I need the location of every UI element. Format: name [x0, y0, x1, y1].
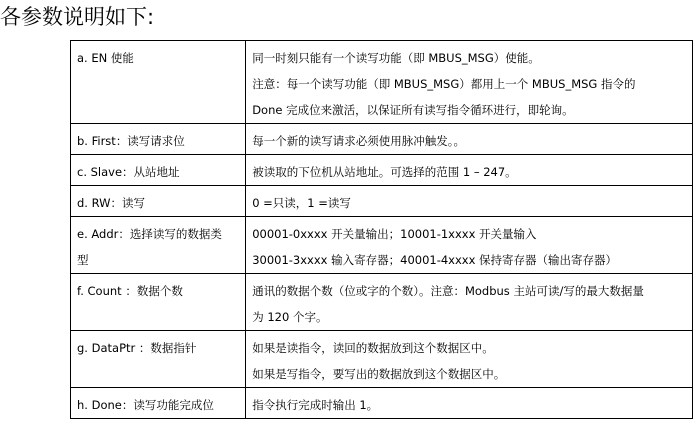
param-desc-line: 0 =只读，1 =读写 — [252, 196, 351, 210]
table-row — [71, 41, 693, 124]
param-desc-cell — [246, 186, 693, 217]
param-name-cell — [71, 274, 246, 331]
param-desc-cell — [246, 331, 693, 388]
parameter-table — [70, 40, 693, 419]
param-name: 型 — [77, 253, 89, 267]
param-desc-line: Done 完成位来激活，以保证所有读写指令循环进行，即轮询。 — [252, 103, 574, 117]
param-name-cell — [71, 388, 246, 419]
param-name-cell — [71, 155, 246, 186]
param-name-cell — [71, 186, 246, 217]
param-name: g. DataPtr ：数据指针 — [77, 341, 197, 355]
table-row — [71, 274, 693, 331]
param-desc-line: 同一时刻只能有一个读写功能（即 MBUS_MSG）使能。 — [252, 51, 540, 65]
table-row — [71, 124, 693, 155]
table-row — [71, 155, 693, 186]
param-desc-line: 如果是写指令，要写出的数据放到这个数据区中。 — [252, 367, 506, 381]
param-desc-cell — [246, 388, 693, 419]
param-desc-cell — [246, 217, 693, 274]
param-name: c. Slave：从站地址 — [77, 165, 180, 179]
param-desc-line: 注意：每一个读写功能（即 MBUS_MSG）都用上一个 MBUS_MSG 指令的 — [252, 77, 636, 91]
page-heading: 各参数说明如下: — [0, 5, 155, 29]
param-desc-line: 30001-3xxxx 输入寄存器；40001-4xxxx 保持寄存器（输出寄存器） — [252, 253, 618, 267]
param-name: a. EN 使能 — [77, 51, 134, 65]
param-name: f. Count ：数据个数 — [77, 284, 183, 298]
table-row — [71, 388, 693, 419]
param-desc-line: 指令执行完成时输出 1。 — [252, 398, 379, 412]
param-name: b. First：读写请求位 — [77, 134, 185, 148]
param-desc-line: 如果是读指令，读回的数据放到这个数据区中。 — [252, 341, 494, 355]
param-name: e. Addr：选择读写的数据类 — [77, 227, 222, 241]
param-name: d. RW：读写 — [77, 196, 146, 210]
param-desc-line: 00001-0xxxx 开关量输出；10001-1xxxx 开关量输入 — [252, 227, 537, 241]
param-desc-cell — [246, 124, 693, 155]
table-row — [71, 186, 693, 217]
param-desc-cell — [246, 41, 693, 124]
param-name-cell — [71, 41, 246, 124]
param-desc-cell — [246, 274, 693, 331]
table-row — [71, 217, 693, 274]
param-name: h. Done：读写功能完成位 — [77, 398, 214, 412]
param-name-cell — [71, 217, 246, 274]
param-desc-line: 被读取的下位机从站地址。可选择的范围 1 – 247。 — [252, 165, 517, 179]
param-name-cell — [71, 331, 246, 388]
param-name-cell — [71, 124, 246, 155]
param-desc-cell — [246, 155, 693, 186]
param-desc-line: 为 120 个字。 — [252, 310, 328, 324]
param-desc-line: 通讯的数据个数（位或字的个数）。注意：Modbus 主站可读/写的最大数据量 — [252, 284, 644, 298]
table-row — [71, 331, 693, 388]
param-desc-line: 每一个新的读写请求必须使用脉冲触发。。 — [252, 134, 465, 148]
